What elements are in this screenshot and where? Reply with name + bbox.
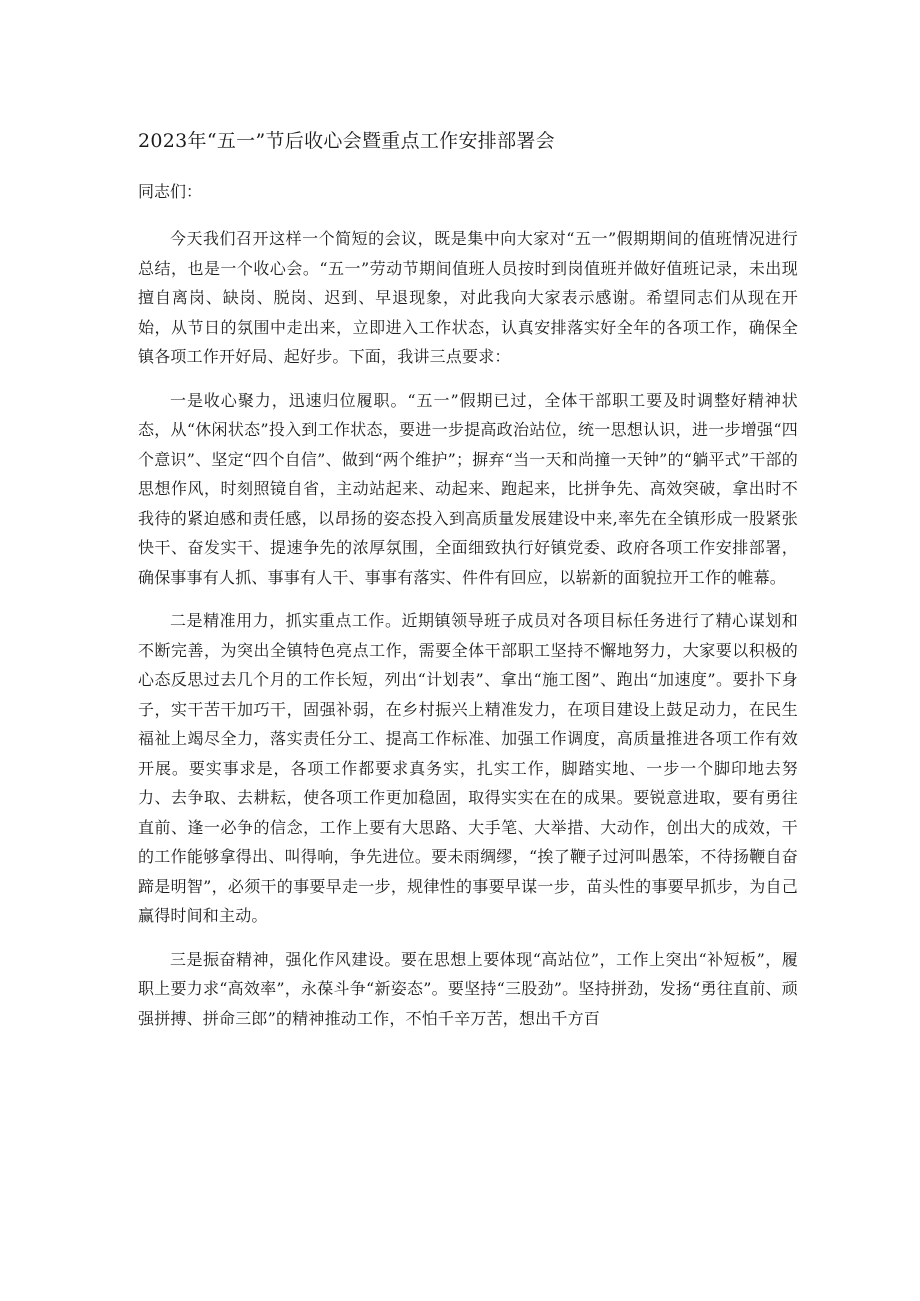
paragraph-intro: 今天我们召开这样一个简短的会议，既是集中向大家对“五一”假期期间的值班情况进行总结，也是一个收心会。“五一”劳动节期间值班人员按时到岗值班并做好值班记录，未出现擅自离岗、缺岗、脱岗、迟到、早退现象，对此我向大家表示感谢。希望同志们从现在开始，从节日的氛围中走出来，立即进入工作状态，认真安排落实好全年的各项工作，确保全镇各项工作开好局、起好步。下面，我讲三点要求：	[138, 229, 798, 366]
document-title: 2023年“五一”节后收心会暨重点工作安排部署会	[138, 130, 555, 152]
document-page	[138, 0, 798, 1301]
salutation: 同志们：	[138, 182, 203, 201]
paragraph-point-three: 三是振奋精神，强化作风建设。要在思想上要体现“高站位”，工作上突出“补短板”，履职上要力求“高效率”，永葆斗争“新姿态”。要坚持“三股劲”。坚持拼劲，发扬“勇往直前、顽强拼搏、拼命三郎”的精神推动工作，不怕千辛万苦，想出千方百	[138, 949, 798, 1028]
paragraph-point-one: 一是收心聚力，迅速归位履职。“五一”假期已过，全体干部职工要及时调整好精神状态，从“休闲状态”投入到工作状态，要进一步提高政治站位，统一思想认识，进一步增强“四个意识”、坚定“四个自信”、做到“两个维护”；摒弃“当一天和尚撞一天钟”的“躺平式”干部的思想作风，时刻照镜自省，主动站起来、动起来、跑起来，比拼争先、高效突破，拿出时不我待的紧迫感和责任感，以昂扬的姿态投入到高质量发展建设中来,率先在全镇形成一股紧张快干、奋发实干、提速争先的浓厚氛围，全面细致执行好镇党委、政府各项工作安排部署，确保事事有人抓、事事有人干、事事有落实、件件有回应，以崭新的面貌拉开工作的帷幕。	[138, 390, 798, 587]
paragraph-point-two: 二是精准用力，抓实重点工作。近期镇领导班子成员对各项目标任务进行了精心谋划和不断完善，为突出全镇特色亮点工作，需要全体干部职工坚持不懈地努力，大家要以积极的心态反思过去几个月的工作长短，列出“计划表”、拿出“施工图”、跑出“加速度”。要扑下身子，实干苦干加巧干，固强补弱，在乡村振兴上精准发力，在项目建设上鼓足动力，在民生福祉上竭尽全力，落实责任分工、提高工作标准、加强工作调度，高质量推进各项工作有效开展。要实事求是，各项工作都要求真务实，扎实工作，脚踏实地、一步一个脚印地去努力、去争取、去耕耘，使各项工作更加稳固，取得实实在在的成果。要锐意进取，要有勇往直前、逢一必争的信念，工作上要有大思路、大手笔、大举措、大动作，创出大的成效，干的工作能够拿得出、叫得响，争先进位。要未雨绸缪，“挨了鞭子过河叫愚笨，不待扬鞭自奋蹄是明智”，必须干的事要早走一步，规律性的事要早谋一步，苗头性的事要早抓步，为自己赢得时间和主动。	[138, 611, 798, 925]
document-body	[138, 224, 798, 1047]
